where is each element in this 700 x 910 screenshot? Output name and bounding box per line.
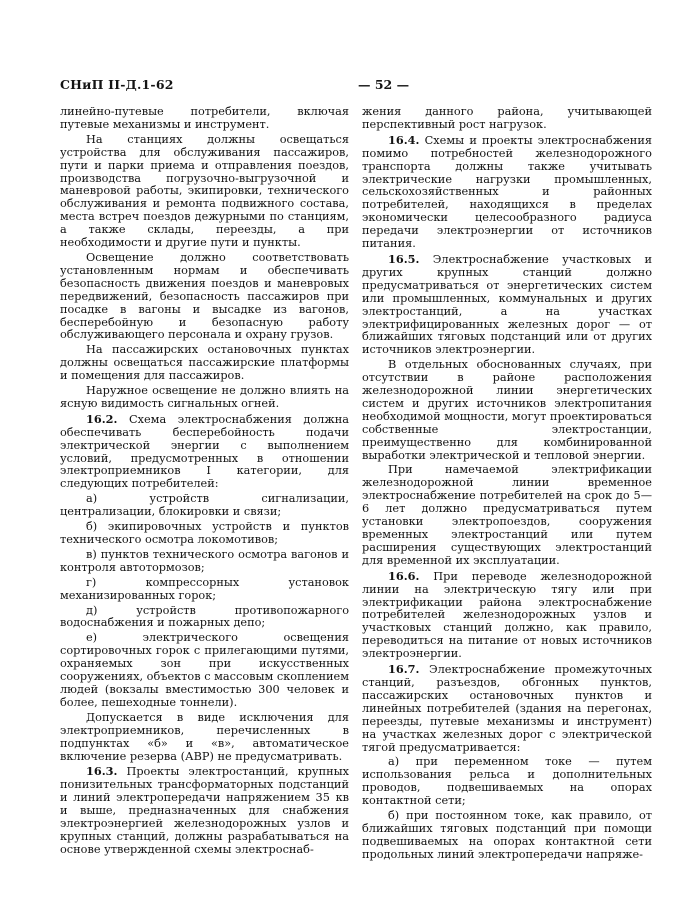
paragraph-text: г) компрессорных установок механизированных горок; (60, 575, 349, 602)
list-item (60, 632, 349, 709)
running-header (60, 77, 660, 95)
section-number: 16.4. (388, 132, 420, 147)
left-text-column (60, 106, 349, 859)
paragraph-text: д) устройств противопожарного водоснабжения и пожарных депо; (60, 603, 349, 630)
paragraph-text: е) электрического освещения сортировочных горок с прилегающими путями, охраняемых зон при искусственных сооружениях, объектов с массовым скоплением людей (вокзалы вместимостью 300 человек и более, пешеходные тоннели). (60, 631, 349, 709)
list-item (362, 810, 652, 862)
list-item (60, 605, 349, 631)
section-number: 16.6. (388, 568, 420, 583)
paragraph-text: При намечаемой электрификации железнодорожной линии временное электроснабжение потребителей на срок до 5—6 лет должно предусматриваться путем установки электропоездов, сооружения временных электростанций или путем расширения существующих электростанций для временной их эксплуатации. (362, 463, 652, 567)
paragraph (362, 359, 652, 462)
document-code: СНиП II-Д.1-62 (60, 77, 174, 92)
section-paragraph (60, 413, 349, 491)
paragraph (60, 344, 349, 383)
section-paragraph (60, 765, 349, 856)
section-number: 16.7. (388, 662, 420, 677)
section-paragraph (362, 570, 652, 661)
paragraph-text: жения данного района, учитывающей перспективный рост нагрузок. (362, 105, 652, 131)
list-item (362, 756, 652, 808)
paragraph-text: Схемы и проекты электроснабжения помимо потребностей железнодорожного транспорта должны также учитывать электрические нагрузки промышленных, сельскохозяйственных и районных потребителей, находящихся в пределах экономически целесообразного радиуса передачи электроэнергии от источников питания. (362, 133, 652, 251)
paragraph (60, 252, 349, 342)
paragraph-text: Электроснабжение участковых и других крупных станций должно предусматриваться от энергетических систем или промышленных, коммунальных и других электростанций, а на участках электрифицированных железных дорог — от ближайших тяговых подстанций или от других источников электроэнергии. (362, 252, 652, 357)
section-paragraph (362, 134, 652, 251)
continued-paragraph (60, 106, 349, 132)
paragraph-text: Наружное освещение не должно влиять на ясную видимость сигнальных огней. (60, 384, 349, 410)
paragraph-text: На пассажирских остановочных пунктах должны освещаться пассажирские платформы и помещения для пассажиров. (60, 343, 349, 383)
paragraph-text: При переводе железнодорожной линии на электрическую тягу или при электрификации района электроснабжение потребителей железнодорожных узлов и участковых станций должно, как правило, переводиться на питание от новых источников электроэнергии. (362, 569, 652, 661)
list-item (60, 577, 349, 603)
list-item (60, 549, 349, 575)
right-text-column (362, 106, 652, 864)
paragraph (362, 464, 652, 567)
paragraph-text: линейно-путевые потребители, включая путевые механизмы и инструмент. (60, 105, 349, 131)
paragraph-text: б) экипировочных устройств и пунктов технического осмотра локомотивов; (60, 520, 349, 546)
paragraph-text: Электроснабжение промежуточных станций, разъездов, обгонных пунктов, пассажирских остановочных пунктов и линейных потребителей (здания на перегонах, переезды, путевые механизмы и инструмент) на участках железных дорог с электрической тягой предусматривается: (362, 663, 652, 754)
section-paragraph (362, 663, 652, 754)
page-number: — 52 — (358, 77, 410, 92)
list-item (60, 493, 349, 519)
paragraph-text: а) устройств сигнализации, централизации, блокировки и связи; (60, 492, 349, 519)
section-number: 16.5. (388, 251, 420, 266)
section-number: 16.2. (86, 411, 118, 426)
paragraph (60, 712, 349, 764)
continued-paragraph (362, 106, 652, 132)
paragraph (60, 385, 349, 411)
paragraph-text: Проекты электростанций, крупных понизительных трансформаторных подстанций и линий электропередачи напряжением 35 кв и выше, предназначенных для снабжения электроэнергией железнодорожных узлов и крупных станций, должны разрабатываться на основе утвержденной схемы электроснаб- (60, 765, 350, 856)
paragraph-text: Допускается в виде исключения для электроприемников, перечисленных в подпунктах «б» и «в», автоматическое включение резерва (АВР) не предусматривать. (60, 710, 349, 763)
paragraph-text: в) пунктов технического осмотра вагонов и контроля автотормозов; (60, 547, 349, 574)
paragraph-text: В отдельных обоснованных случаях, при отсутствии в районе расположения железнодорожной линии энергетических систем и других источников электропитания необходимой мощности, могут проектироваться собственные электростанции, преимущественно для комбинированной выработки электрической и тепловой энергии. (362, 358, 652, 462)
section-number: 16.3. (86, 764, 118, 779)
section-paragraph (362, 253, 652, 357)
paragraph-text: На станциях должны освещаться устройства для обслуживания пассажиров, пути и парки приема и отправления поездов, производства погрузочно-выгрузочной и маневровой работы, экипировки, технического обслуживания и ремонта подвижного состава, места встреч поездов дежурными по станциям, а также склады, переезды, а при необходимости и другие пути и пункты. (60, 132, 349, 250)
paragraph-text: Освещение должно соответствовать установленным нормам и обеспечивать безопасность движения поездов и маневровых передвижений, безопасность пассажиров при посадке в вагоны и высадке из вагонов, бесперебойную и безопасную работу обслуживающего персонала и охрану грузов. (60, 250, 349, 342)
list-item (60, 521, 349, 547)
paragraph-text: б) при постоянном токе, как правило, от ближайших тяговых подстанций при помощи подвешиваемых на опорах контактной сети продольных линий электропередачи напряже- (362, 809, 652, 861)
paragraph (60, 134, 349, 250)
paragraph-text: Схема электроснабжения должна обеспечивать бесперебойность подачи электрической энергии с выполнением условий, предусмотренных в отношении электроприемников I категории, для следующих потребителей: (60, 412, 349, 491)
paragraph-text: а) при переменном токе — путем использования рельса и дополнительных проводов, подвешиваемых на опорах контактной сети; (362, 755, 652, 808)
